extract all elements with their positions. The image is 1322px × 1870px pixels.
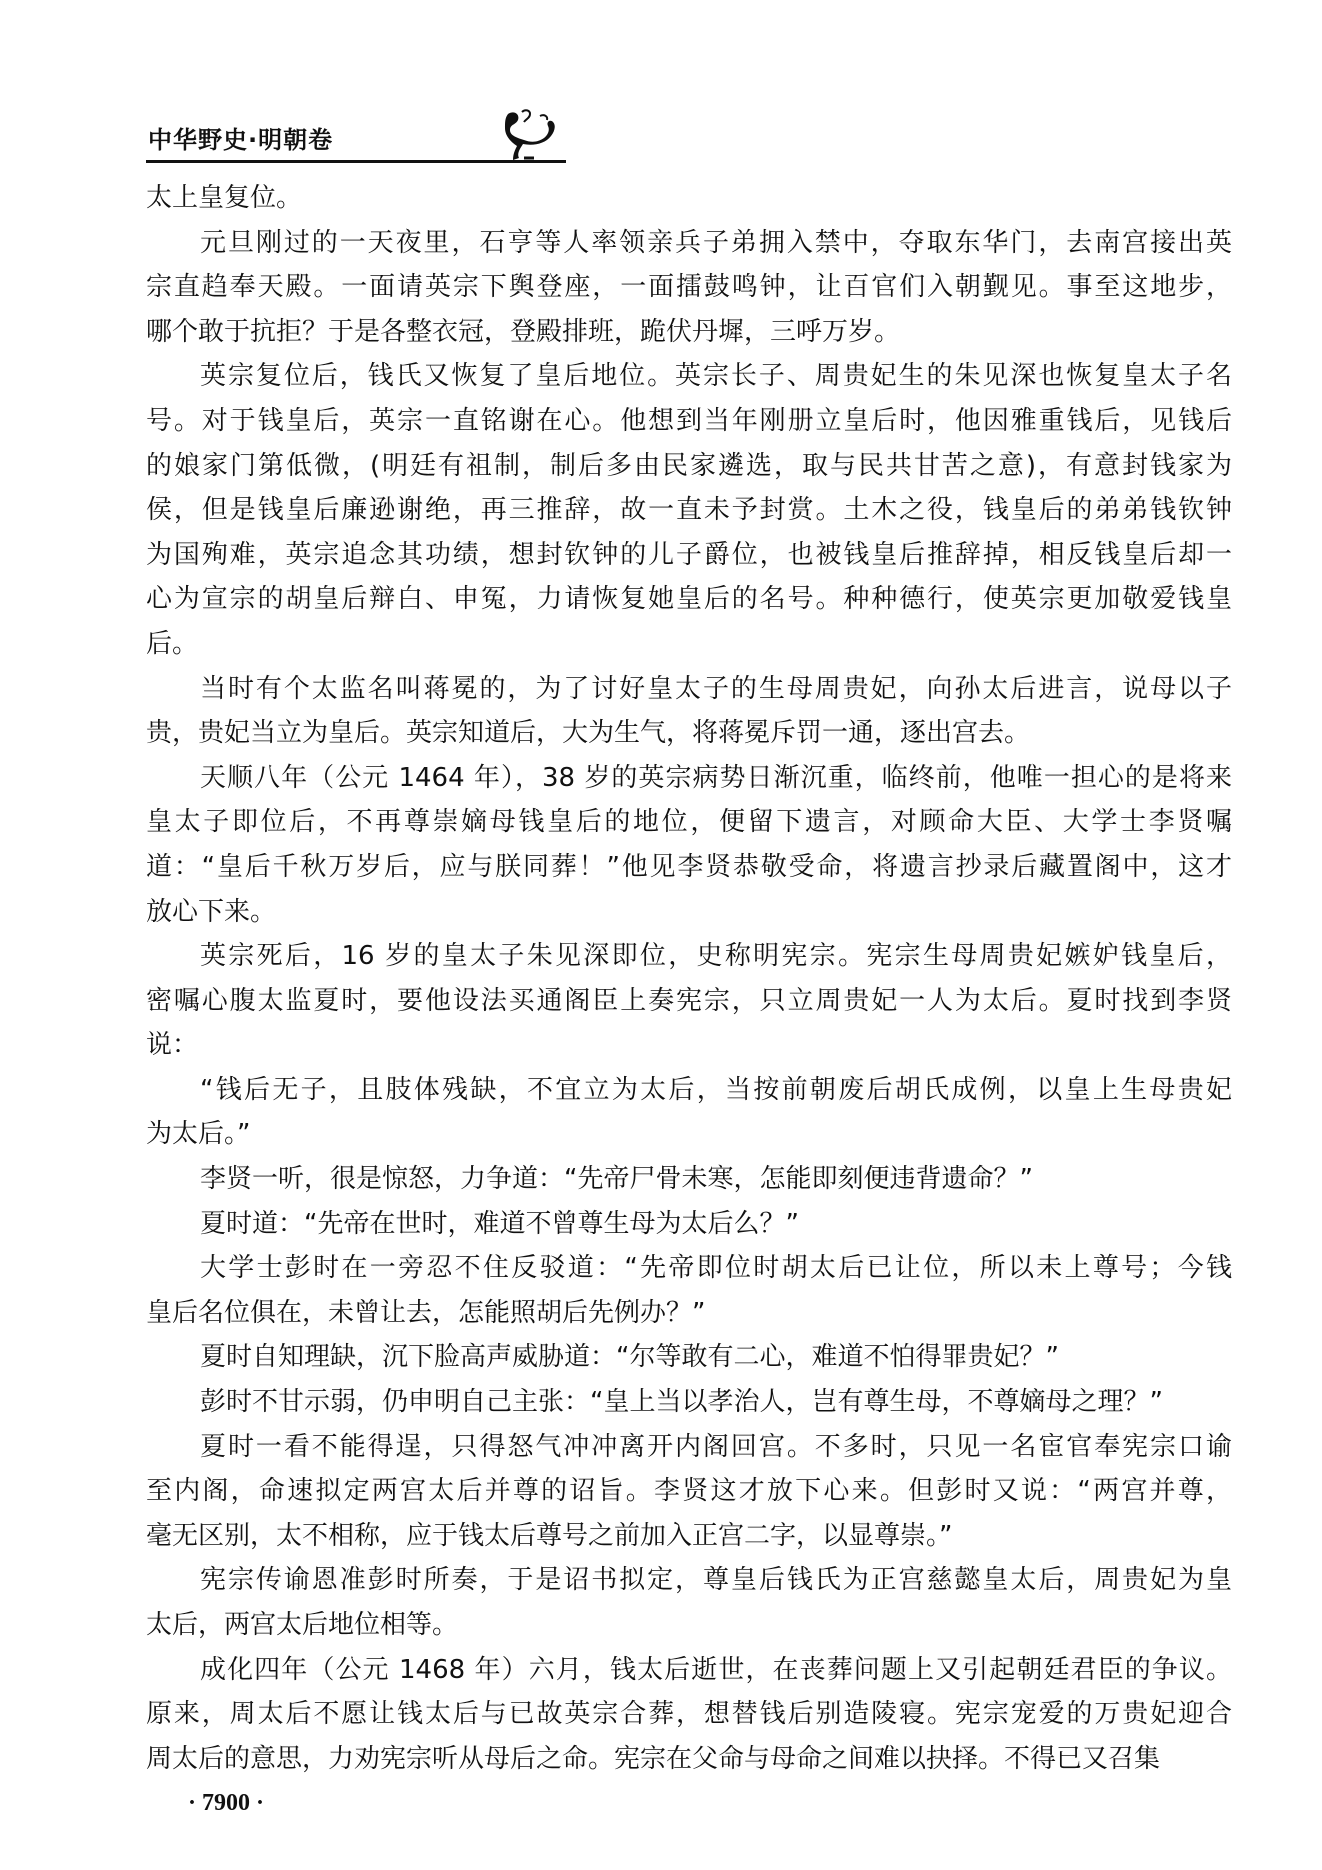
text-line: 皇后名位俱在，未曾让去，怎能照胡后先例办？” <box>146 1297 706 1328</box>
running-header-title: 中华野史·明朝卷 <box>148 126 334 154</box>
text-line: 道：“皇后千秋万岁后，应与朕同葬！”他见李贤恭敬受命，将遗言抄录后藏置阁中，这才 <box>146 851 1232 882</box>
paragraph <box>146 1558 1232 1647</box>
body-text <box>146 176 1232 1781</box>
text-line: 李贤一听，很是惊怒，力争道：“先帝尸骨未寒，怎能即刻便违背遗命？” <box>200 1164 1033 1195</box>
text-line: 宪宗传谕恩准彭时所奏，于是诏书拟定，尊皇后钱氏为正宫慈懿皇太后，周贵妃为皇 <box>200 1565 1232 1596</box>
paragraph <box>146 1202 1232 1247</box>
paragraph <box>146 934 1232 1068</box>
dragon-emblem-icon <box>494 108 564 164</box>
paragraph <box>146 1068 1232 1157</box>
text-line: 为太后。” <box>146 1119 251 1150</box>
text-line: 为国殉难，英宗追念其功绩，想封钦钟的儿子爵位，也被钱皇后推辞掉，相反钱皇后却一 <box>146 539 1232 570</box>
text-line: 夏时自知理缺，沉下脸高声威胁道：“尔等敢有二心，难道不怕得罪贵妃？” <box>200 1342 1059 1373</box>
text-line: 原来，周太后不愿让钱太后与已故英宗合葬，想替钱后别造陵寝。宪宗宠爱的万贵妃迎合 <box>146 1699 1232 1730</box>
text-line: 天顺八年（公元 1464 年），38 岁的英宗病势日渐沉重，临终前，他唯一担心的是将来 <box>200 762 1232 793</box>
paragraph <box>146 1380 1232 1425</box>
text-line: 夏时一看不能得逞，只得怒气冲冲离开内阁回宫。不多时，只见一名宦官奉宪宗口谕 <box>200 1431 1232 1462</box>
text-line: 说： <box>146 1030 199 1061</box>
paragraph <box>146 667 1232 756</box>
text-line: 密嘱心腹太监夏时，要他设法买通阁臣上奏宪宗，只立周贵妃一人为太后。夏时找到李贤 <box>146 985 1232 1016</box>
text-line: 当时有个太监名叫蒋冕的，为了讨好皇太子的生母周贵妃，向孙太后进言，说母以子 <box>200 673 1232 704</box>
text-line: 皇太子即位后，不再尊崇嫡母钱皇后的地位，便留下遗言，对顾命大臣、大学士李贤嘱 <box>146 807 1232 838</box>
text-line: 贵，贵妃当立为皇后。英宗知道后，大为生气，将蒋冕斥罚一通，逐出宫去。 <box>146 718 1031 749</box>
paragraph <box>146 1246 1232 1335</box>
text-line: 夏时道：“先帝在世时，难道不曾尊生母为太后么？” <box>200 1208 799 1239</box>
text-line: 号。对于钱皇后，英宗一直铭谢在心。他想到当年刚册立皇后时，他因雅重钱后，见钱后 <box>146 405 1232 436</box>
paragraph <box>146 1157 1232 1202</box>
paragraph <box>146 176 1232 221</box>
text-line: 毫无区别，太不相称，应于钱太后尊号之前加入正宫二字，以显尊崇。” <box>146 1520 953 1551</box>
text-line: 英宗死后，16 岁的皇太子朱见深即位，史称明宪宗。宪宗生母周贵妃嫉妒钱皇后， <box>200 941 1232 972</box>
text-line: 的娘家门第低微，(明廷有祖制，制后多由民家遴选，取与民共甘苦之意)，有意封钱家为 <box>146 450 1232 481</box>
text-line: 元旦刚过的一天夜里，石亨等人率领亲兵子弟拥入禁中，夺取东华门，去南宫接出英 <box>200 227 1232 258</box>
text-line: 侯，但是钱皇后廉逊谢绝，再三推辞，故一直未予封赏。土木之役，钱皇后的弟弟钱钦钟 <box>146 495 1232 526</box>
text-line: 太上皇复位。 <box>146 183 303 213</box>
text-line: 宗直趋奉天殿。一面请英宗下舆登座，一面擂鼓鸣钟，让百官们入朝觐见。事至这地步， <box>146 272 1232 303</box>
text-line: 心为宣宗的胡皇后辩白、申冤，力请恢复她皇后的名号。种种德行，使英宗更加敬爱钱皇 <box>146 584 1232 615</box>
text-line: 彭时不甘示弱，仍申明自己主张：“皇上当以孝治人，岂有尊生母，不尊嫡母之理？” <box>200 1387 1163 1418</box>
text-line: 大学士彭时在一旁忍不住反驳道：“先帝即位时胡太后已让位，所以未上尊号；今钱 <box>200 1253 1232 1284</box>
text-line: 成化四年（公元 1468 年）六月，钱太后逝世，在丧葬问题上又引起朝廷君臣的争议。 <box>200 1654 1232 1685</box>
paragraph <box>146 756 1232 934</box>
paragraph <box>146 354 1232 666</box>
paragraph <box>146 1335 1232 1380</box>
text-line: 哪个敢于抗拒？于是各整衣冠，登殿排班，跪伏丹墀，三呼万岁。 <box>146 316 901 347</box>
text-line: 后。 <box>146 628 199 659</box>
text-line: “钱后无子，且肢体残缺，不宜立为太后，当按前朝废后胡氏成例，以皇上生母贵妃 <box>200 1074 1232 1105</box>
text-line: 放心下来。 <box>146 896 277 927</box>
text-line: 周太后的意思，力劝宪宗听从母后之命。宪宗在父命与母命之间难以抉择。不得已又召集 <box>146 1743 1161 1774</box>
text-line: 至内阁，命速拟定两宫太后并尊的诏旨。李贤这才放下心来。但彭时又说：“两宫并尊， <box>146 1476 1232 1507</box>
paragraph <box>146 1648 1232 1782</box>
paragraph <box>146 221 1232 355</box>
text-line: 英宗复位后，钱氏又恢复了皇后地位。英宗长子、周贵妃生的朱见深也恢复皇太子名 <box>200 361 1232 392</box>
page-number: · 7900 · <box>188 1790 265 1816</box>
paragraph <box>146 1425 1232 1559</box>
text-line: 太后，两宫太后地位相等。 <box>146 1610 459 1640</box>
